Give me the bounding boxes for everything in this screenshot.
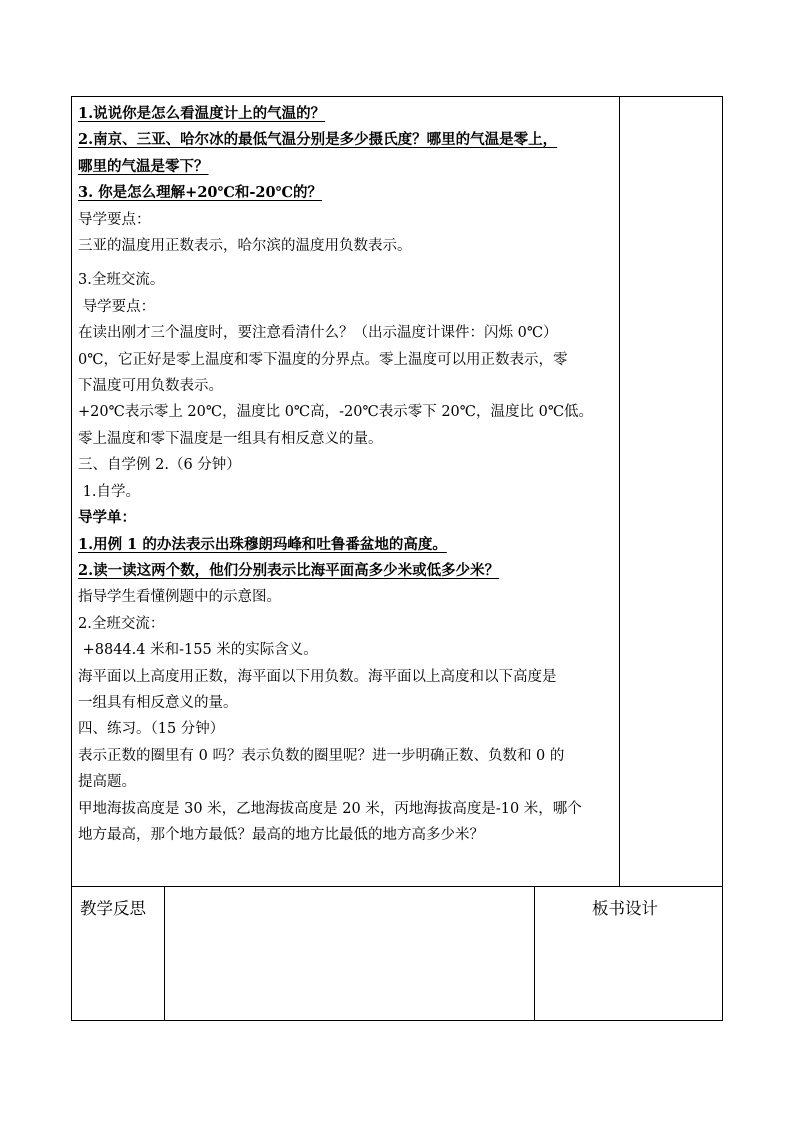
content-line: 0℃，它正好是零上温度和零下温度的分界点。零上温度可以用正数表示，零 [78,351,568,368]
content-line: 哪里的气温是零下？ [78,157,209,175]
content-line: 提高题。 [78,774,136,791]
reflection-label: 教学反思 [80,899,146,918]
content-line: 下温度可用负数表示。 [78,378,223,395]
content-line: 2.全班交流： [78,615,165,632]
content-line: 导学单： [78,509,136,527]
content-line: 1.说说你是怎么看温度计上的气温的？ [78,105,326,122]
paragraph-spacer [78,259,616,267]
content-line: 在读出刚才三个温度时，要注意看清什么？（出示温度计课件：闪烁 0℃） [78,325,558,342]
content-line: 2.南京、三亚、哈尔冰的最低气温分别是多少摄氏度？哪里的气温是零上， [78,131,558,149]
content-line: 四、练习。（15 分钟） [78,721,225,738]
content-line: 三、自学例 2.（6 分钟） [78,457,241,474]
content-line: 1.用例 1 的办法表示出珠穆朗玛峰和吐鲁番盆地的高度。 [78,535,447,553]
content-line: 三亚的温度用正数表示，哈尔滨的温度用负数表示。 [78,238,412,255]
column-divider-reflection [164,886,165,1021]
lesson-content [78,101,616,848]
content-line: 指导学生看懂例题中的示意图。 [78,589,281,606]
content-line: 1.自学。 [78,483,140,500]
row-divider [71,886,723,887]
content-line: 3.全班交流。 [78,272,165,289]
content-line: 导学要点： [78,211,151,228]
content-line: +8844.4 米和-155 米的实际含义。 [78,642,318,659]
content-line: 导学要点： [78,298,156,315]
column-divider-main [619,96,620,887]
content-line: 表示正数的圈里有 0 吗？表示负数的圈里呢？进一步明确正数、负数和 0 的 [78,747,565,764]
content-line: 甲地海拔高度是 30 米，乙地海拔高度是 20 米，丙地海拔高度是-10 米，哪个 [78,800,582,817]
content-line: 海平面以上高度用正数，海平面以下用负数。海平面以上高度和以下高度是 [78,668,557,685]
content-line: 零上温度和零下温度是一组具有相反意义的量。 [78,430,383,447]
content-line: 3. 你是怎么理解+20℃和-20℃的？ [78,184,322,202]
content-line: 2.读一读这两个数，他们分别表示比海平面高多少米或低多少米？ [78,561,500,579]
board-design-label: 板书设计 [592,899,658,918]
column-divider-board [534,886,535,1021]
content-line: 一组具有相反意义的量。 [78,694,238,711]
content-line: 地方最高，那个地方最低？最高的地方比最低的地方高多少米？ [78,826,484,843]
content-line: +20℃表示零上 20℃，温度比 0℃高，-20℃表示零下 20℃，温度比 0℃低。 [78,404,594,421]
